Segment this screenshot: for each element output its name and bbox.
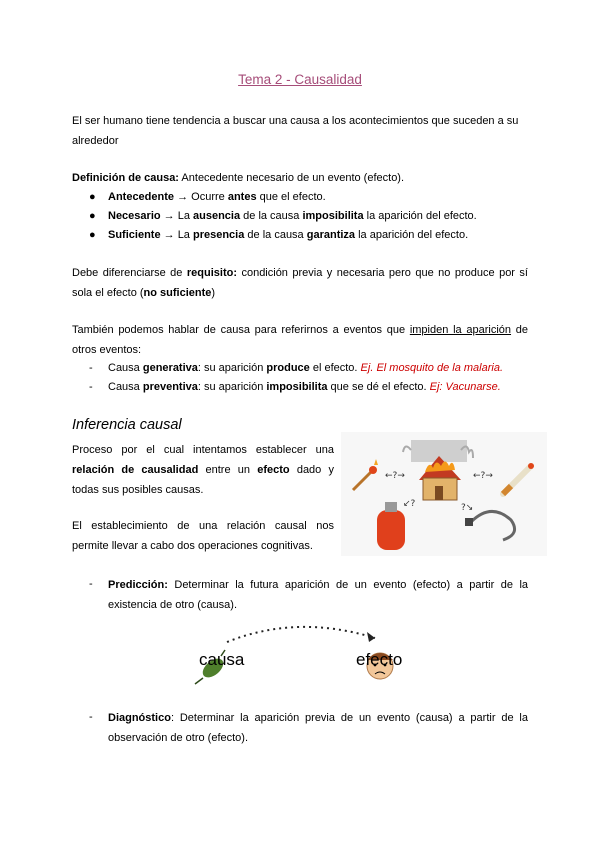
list-item (72, 226, 532, 246)
section-heading: Inferencia causal (72, 417, 182, 433)
causes-illustration (341, 432, 547, 556)
svg-text:←?→: ←?→ (473, 471, 493, 481)
cable-icon (465, 511, 515, 540)
dash-bullet: - (89, 711, 93, 723)
item-text: de la causa (240, 210, 303, 222)
list-item (72, 359, 532, 379)
dash-bullet: - (89, 381, 93, 393)
causa-label: causa (199, 650, 245, 669)
text: que se dé el efecto. (327, 381, 430, 393)
definition-label: Definición de causa: (72, 172, 179, 184)
text: : su aparición (197, 362, 267, 374)
item-text: de la causa (244, 229, 307, 241)
item-text: la aparición del efecto. (355, 229, 469, 241)
item-text: que el efecto. (256, 191, 326, 203)
page-title: Tema 2 - Causalidad (238, 72, 362, 87)
text: Debe diferenciarse de (72, 267, 187, 279)
diagnostico-text: : Determinar la aparición previa de un evento (causa) a partir de la observación de otro (efecto). (108, 712, 528, 744)
list-item (72, 575, 532, 615)
cause-type: preventiva (142, 381, 198, 393)
example-text: Ej. El mosquito de la malaria. (360, 362, 503, 374)
item-text: → Ocurre (174, 191, 228, 203)
item-text: → La (160, 210, 193, 222)
svg-text:?↘: ?↘ (461, 503, 474, 513)
text: condición previa y necesaria pero que no produce por sí sola el efecto ( (72, 267, 528, 299)
emphasis: no suficiente (143, 287, 212, 299)
list-item (72, 207, 532, 227)
item-emphasis: imposibilita (302, 210, 364, 222)
item-emphasis: ausencia (193, 210, 241, 222)
item-text: la aparición del efecto. (363, 210, 477, 222)
burning-house-icon (403, 440, 473, 500)
text: Causa (108, 362, 143, 374)
item-emphasis: presencia (192, 229, 245, 241)
efecto-label: efecto (356, 650, 403, 669)
svg-text:←?→: ←?→ (385, 471, 405, 481)
text: También podemos hablar de causa para referirnos a eventos que (72, 324, 410, 336)
cause-effect-diagram (187, 620, 413, 688)
emphasis: relación de causalidad (72, 464, 199, 476)
tambien-paragraph (72, 320, 528, 360)
text: entre un (198, 464, 258, 476)
item-term: Suficiente (108, 229, 161, 241)
match-icon (353, 459, 378, 490)
list-item (72, 188, 532, 208)
item-emphasis: garantiza (306, 229, 356, 241)
emphasis: produce (266, 362, 310, 374)
dotted-arrow (227, 627, 375, 642)
prediccion-text: Determinar la futura aparición de un evento (efecto) a partir de la existencia de otro (causa). (108, 579, 528, 611)
text: el efecto. (309, 362, 361, 374)
inferencia-paragraph (72, 440, 334, 500)
text: ) (211, 287, 216, 299)
definition-text: Antecedente necesario de un evento (efecto). (178, 172, 405, 184)
bullet-icon: ● (89, 191, 96, 203)
item-emphasis: antes (227, 191, 257, 203)
text: : su aparición (197, 381, 267, 393)
intro-paragraph: El ser humano tiene tendencia a buscar una causa a los acontecimientos que suceden a su alrededor (72, 115, 519, 147)
gas-bottle-icon (377, 502, 405, 550)
emphasis: efecto (257, 464, 290, 476)
cigarette-icon (503, 463, 534, 494)
requisito-paragraph (72, 263, 528, 303)
text: Causa (108, 381, 143, 393)
item-text: → La (160, 229, 193, 241)
svg-text:↙?: ↙? (403, 499, 416, 509)
arrowhead-icon (367, 632, 375, 642)
item-term: Necesario (108, 210, 161, 222)
prediccion-label: Predicción: (108, 579, 168, 591)
list-item (72, 708, 532, 748)
emphasis: imposibilita (266, 381, 328, 393)
item-term: Antecedente (108, 191, 175, 203)
underlined-text: impiden la aparición (409, 324, 512, 336)
text: de otros eventos: (72, 324, 529, 356)
inferencia-paragraph-2: El establecimiento de una relación causal nos permite llevar a cabo dos operaciones cognitivas. (72, 520, 334, 552)
cause-type: generativa (142, 362, 198, 374)
example-text: Ej: Vacunarse. (429, 381, 501, 393)
requisito-term: requisito: (186, 267, 237, 279)
dash-bullet: - (89, 578, 93, 590)
list-item (72, 378, 532, 398)
bullet-icon: ● (89, 229, 96, 241)
dash-bullet: - (89, 362, 93, 374)
diagnostico-label: Diagnóstico (108, 712, 171, 724)
text: Proceso por el cual intentamos establecer una (72, 444, 334, 456)
definition-line (72, 168, 528, 188)
bullet-icon: ● (89, 210, 96, 222)
text: dado y todas sus posibles causas. (72, 464, 334, 496)
